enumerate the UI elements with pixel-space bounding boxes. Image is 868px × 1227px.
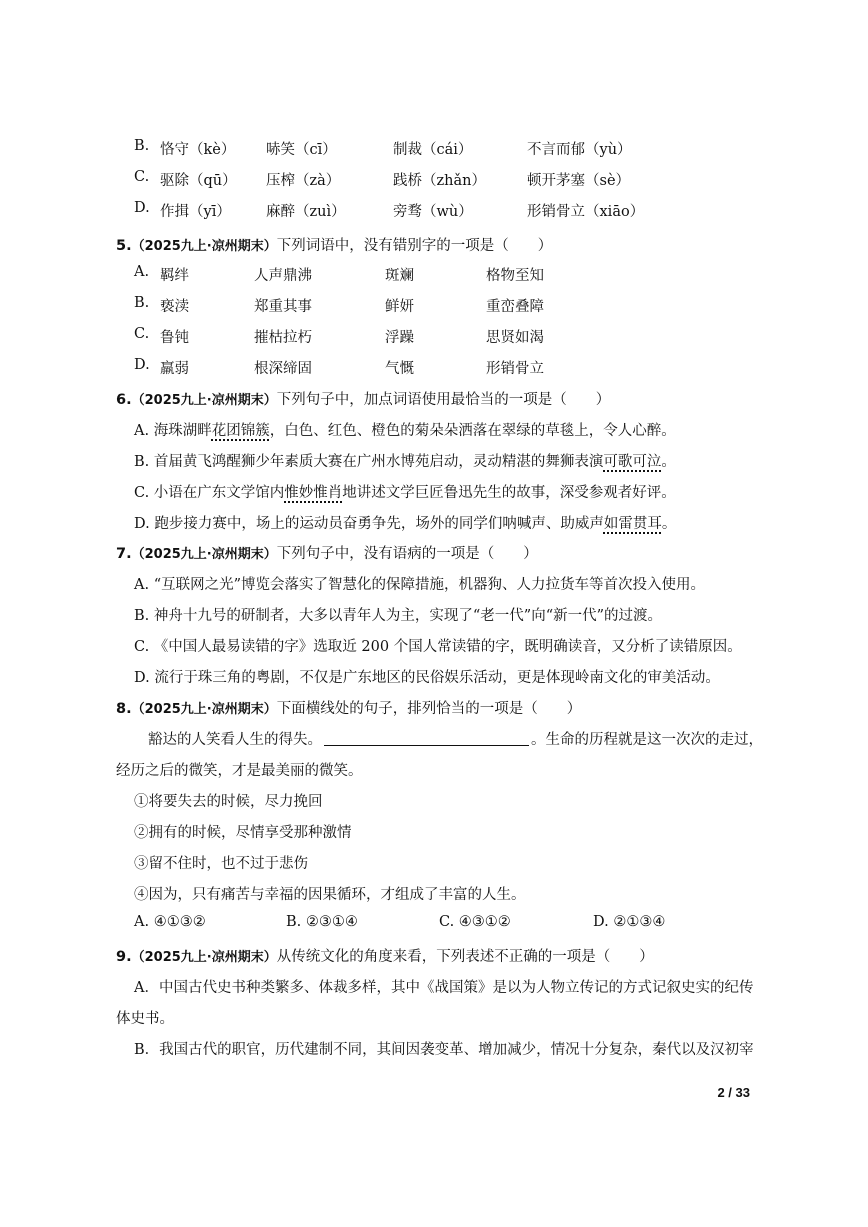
option-row <box>134 450 676 471</box>
option-word: 恪守（kè） <box>160 142 236 158</box>
option-letter: A. <box>134 577 154 593</box>
option-word: 压榨（zà） <box>266 173 341 189</box>
option-text: 跑步接力赛中，场上的运动员奋勇争先，场外的同学们呐喊声、助威声 <box>154 516 604 532</box>
option-row <box>134 512 676 533</box>
option-text: 小语在广东文学馆内 <box>153 485 285 501</box>
option-word: 浮躁 <box>385 330 414 346</box>
question-number: 5. <box>116 238 132 254</box>
emphasized-phrase: 可歌可泣 <box>603 454 662 470</box>
option-row <box>134 635 742 656</box>
question-stem: 下面横线处的句子，排列恰当的一项是（ ） <box>276 701 582 717</box>
option-text: 首届黄飞鸿醒狮少年素质大赛在广州水博苑启动，灵动精湛的舞狮表演 <box>153 454 604 470</box>
option-text: 流行于珠三角的粤剧，不仅是广东地区的民俗娱乐活动，更是体现岭南文化的审美活动。 <box>154 670 720 686</box>
sentence-item: ④因为，只有痛苦与幸福的因果循环，才组成了丰富的人生。 <box>134 887 526 903</box>
option-letter: A. <box>134 914 154 930</box>
question-8-header <box>116 697 581 718</box>
option-word: 人声鼎沸 <box>254 268 312 284</box>
question-number: 6. <box>116 392 132 408</box>
question-7-header <box>116 542 538 563</box>
option-letter: A. <box>134 423 154 439</box>
passage-pre: 豁达的人笑看人生的得失。 <box>148 732 322 748</box>
option-text: ②①③④ <box>613 914 666 930</box>
option-letter: B. <box>134 608 154 624</box>
option-text: 。 <box>661 454 676 470</box>
option-text: “互联网之光”博览会落实了智慧化的保障措施，机器狗、人力拉货车等首次投入使用。 <box>153 577 706 593</box>
option-a-line-1: A．中国古代史书种类繁多、体裁多样，其中《战国策》是以为人物立传记的方式记叙史实的纪传 <box>134 980 754 996</box>
option-letter: C. <box>439 914 459 930</box>
option-word: 鲁钝 <box>160 330 189 346</box>
option-word: 不言而郁（yù） <box>527 142 632 158</box>
question-source: （2025九上·凉州期末） <box>131 547 277 562</box>
option-word: 旁骛（wù） <box>393 204 473 220</box>
question-5-header <box>116 234 552 255</box>
passage-line-2: 经历之后的微笑，才是最美丽的微笑。 <box>116 763 363 779</box>
option-text: ④③①② <box>458 914 511 930</box>
option-row <box>134 573 705 594</box>
option-row <box>134 419 676 440</box>
option-word: 斑斓 <box>385 268 414 284</box>
option-row <box>134 481 676 502</box>
option-word: 鲜妍 <box>385 299 414 315</box>
option-word: 格物至知 <box>486 268 544 284</box>
option-word: 驱除（qū） <box>160 173 237 189</box>
page-number: 2 / 33 <box>717 1085 750 1100</box>
option-letter: D. <box>134 357 150 373</box>
question-source: （2025九上·凉州期末） <box>131 239 277 254</box>
option-word: 思贤如渴 <box>486 330 544 346</box>
option-text: 地讲述文学巨匠鲁迅先生的故事，深受参观者好评。 <box>342 485 676 501</box>
option-letter: B. <box>134 454 154 470</box>
sentence-item: ③留不住时，也不过于悲伤 <box>134 856 308 872</box>
option-letter: D. <box>134 200 150 216</box>
option-word: 形销骨立（xiāo） <box>527 204 645 220</box>
option-word: 气慨 <box>385 361 414 377</box>
option-b-line-1: B．我国古代的职官，历代建制不同，其间因袭变革、增加减少，情况十分复杂，秦代以及汉初宰 <box>134 1042 754 1058</box>
option-letter: B. <box>286 914 306 930</box>
option-word: 麻醉（zuì） <box>266 204 346 220</box>
option-text: 海珠湖畔 <box>153 423 212 439</box>
passage-line-1 <box>148 728 763 749</box>
option-text: 。 <box>661 516 677 532</box>
option-letter: D. <box>134 670 155 686</box>
option-word: 摧枯拉朽 <box>254 330 312 346</box>
option-text: ，白色、红色、橙色的菊朵朵洒落在翠绿的草毯上，令人心醉。 <box>269 423 676 439</box>
option-letter: B. <box>134 295 150 311</box>
option-text: ②③①④ <box>305 914 358 930</box>
question-source: （2025九上·凉州期末） <box>131 393 277 408</box>
option-letter: B. <box>134 138 150 154</box>
answer-choice <box>439 914 511 930</box>
option-word: 顿开茅塞（sè） <box>527 173 631 189</box>
emphasized-phrase: 惟妙惟肖 <box>284 485 343 501</box>
option-word: 制裁（cái） <box>393 142 473 158</box>
question-6-header <box>116 388 610 409</box>
option-letter: C. <box>134 485 154 501</box>
option-word: 重峦叠障 <box>486 299 544 315</box>
sentence-item: ②拥有的时候，尽情享受那种激情 <box>134 825 352 841</box>
option-row <box>134 666 720 687</box>
sentence-item: ①将要失去的时候，尽力挽回 <box>134 794 323 810</box>
option-a-line-2: 体史书。 <box>116 1011 174 1027</box>
question-9-header <box>116 945 654 966</box>
option-word: 郑重其事 <box>254 299 312 315</box>
option-letter: D. <box>134 516 155 532</box>
option-word: 践桥（zhǎn） <box>393 173 486 189</box>
option-word: 形销骨立 <box>486 361 544 377</box>
option-word: 羸弱 <box>160 361 189 377</box>
answer-choice <box>286 914 358 930</box>
option-word: 根深缔固 <box>254 361 312 377</box>
emphasized-phrase: 如雷贯耳 <box>603 516 662 532</box>
option-word: 羁绊 <box>160 268 189 284</box>
option-text: ④①③② <box>153 914 206 930</box>
answer-choice <box>593 914 665 930</box>
question-number: 7. <box>116 546 132 562</box>
question-stem: 下列句子中，没有语病的一项是（ ） <box>276 546 538 562</box>
emphasized-phrase: 花团锦簇 <box>211 423 270 439</box>
option-row <box>134 604 662 625</box>
question-stem: 下列词语中，没有错别字的一项是（ ） <box>276 238 553 254</box>
option-word: 亵渎 <box>160 299 189 315</box>
question-source: （2025九上·凉州期末） <box>131 702 277 717</box>
question-number: 9. <box>116 949 132 965</box>
answer-choice <box>134 914 206 930</box>
question-number: 8. <box>116 701 132 717</box>
question-stem: 下列句子中，加点词语使用最恰当的一项是（ ） <box>276 392 611 408</box>
option-letter: C. <box>134 169 150 185</box>
option-letter: C. <box>134 326 150 342</box>
option-letter: A. <box>134 264 150 280</box>
fill-blank <box>324 731 529 746</box>
option-letter: C. <box>134 639 154 655</box>
option-word: 作揖（yī） <box>160 204 231 220</box>
question-source: （2025九上·凉州期末） <box>131 950 277 965</box>
question-stem: 从传统文化的角度来看，下列表述不正确的一项是（ ） <box>276 949 654 965</box>
option-letter: D. <box>593 914 614 930</box>
option-text: 《中国人最易读错的字》选取近 200 个国人常读错的字，既明确读音，又分析了读错原因。 <box>153 639 742 655</box>
option-word: 哧笑（cī） <box>266 142 337 158</box>
passage-post: 。生命的历程就是这一次次的走过， <box>531 732 763 748</box>
option-text: 神舟十九号的研制者，大多以青年人为主，实现了“老一代”向“新一代”的过渡。 <box>153 608 663 624</box>
